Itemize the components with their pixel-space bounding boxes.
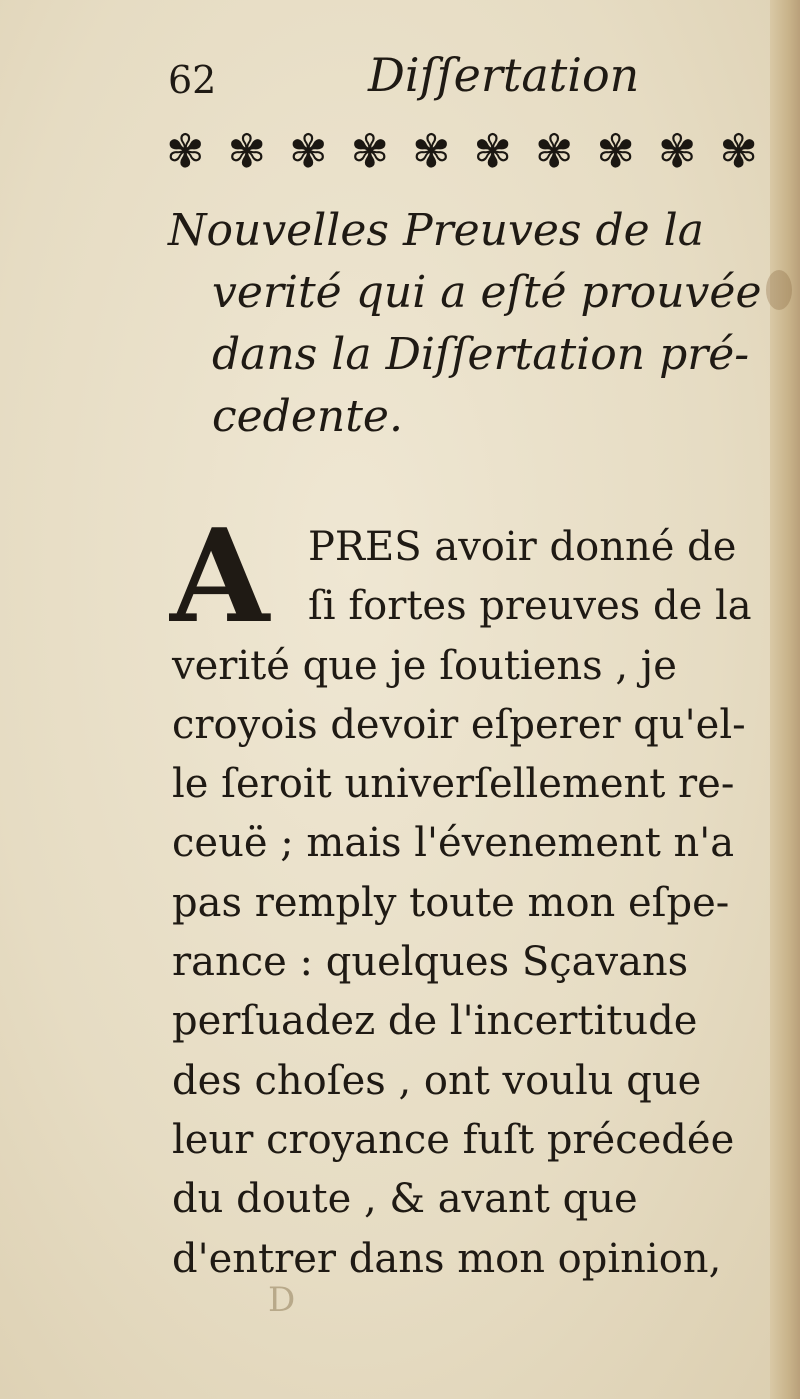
ornament-1: ✾ bbox=[166, 124, 205, 178]
paper-stain bbox=[766, 270, 792, 310]
body-line-10: des choſes , ont voulu que bbox=[172, 1057, 702, 1104]
ornament-7: ✾ bbox=[534, 124, 574, 178]
body-line-13: d'entrer dans mon opinion, bbox=[172, 1235, 722, 1282]
body-line-5: le ſeroit univerſellement re- bbox=[172, 761, 735, 808]
body-line-9: perſuadez de l'incertitude bbox=[172, 998, 698, 1045]
ornament-6: ✾ bbox=[473, 124, 512, 178]
body-line-12: du doute , & avant que bbox=[172, 1176, 638, 1223]
running-title: Diſſertation bbox=[368, 48, 640, 102]
ornament-5: ✾ bbox=[411, 124, 451, 178]
page-header bbox=[168, 48, 758, 108]
heading-line-1: Nouvelles Preuves de la bbox=[168, 205, 704, 256]
ornament-10: ✾ bbox=[719, 124, 758, 178]
section-heading bbox=[168, 200, 768, 448]
body-line-2: ſi fortes preuves de la bbox=[308, 583, 752, 630]
body-line-7: pas remply toute mon eſpe- bbox=[172, 879, 730, 926]
ornament-9: ✾ bbox=[657, 124, 697, 178]
ornament-2: ✾ bbox=[227, 124, 267, 178]
ornament-band bbox=[166, 118, 758, 184]
signature-mark: D bbox=[268, 1280, 296, 1320]
heading-line-2: verité qui a eſté prouvée bbox=[212, 267, 762, 318]
drop-cap: A bbox=[170, 502, 270, 652]
heading-line-3: dans la Diſſertation pré- bbox=[212, 329, 750, 380]
body-line-1: PRES avoir donné de bbox=[308, 524, 737, 570]
ornament-3: ✾ bbox=[288, 124, 328, 178]
body-line-3: verité que je ſoutiens , je bbox=[172, 642, 677, 689]
body-line-6: ceuë ; mais l'évenement n'a bbox=[172, 820, 735, 867]
heading-line-4: cedente. bbox=[212, 391, 403, 442]
body-line-4: croyois devoir eſperer qu'el- bbox=[172, 701, 746, 748]
ornament-8: ✾ bbox=[596, 124, 635, 178]
page-number: 62 bbox=[168, 58, 217, 102]
body-text bbox=[170, 502, 772, 1289]
ornament-4: ✾ bbox=[350, 124, 389, 178]
page-gutter bbox=[770, 0, 800, 1399]
body-line-11: leur croyance fuſt précedée bbox=[172, 1116, 735, 1163]
body-line-8: rance : quelques Sçavans bbox=[172, 939, 689, 986]
